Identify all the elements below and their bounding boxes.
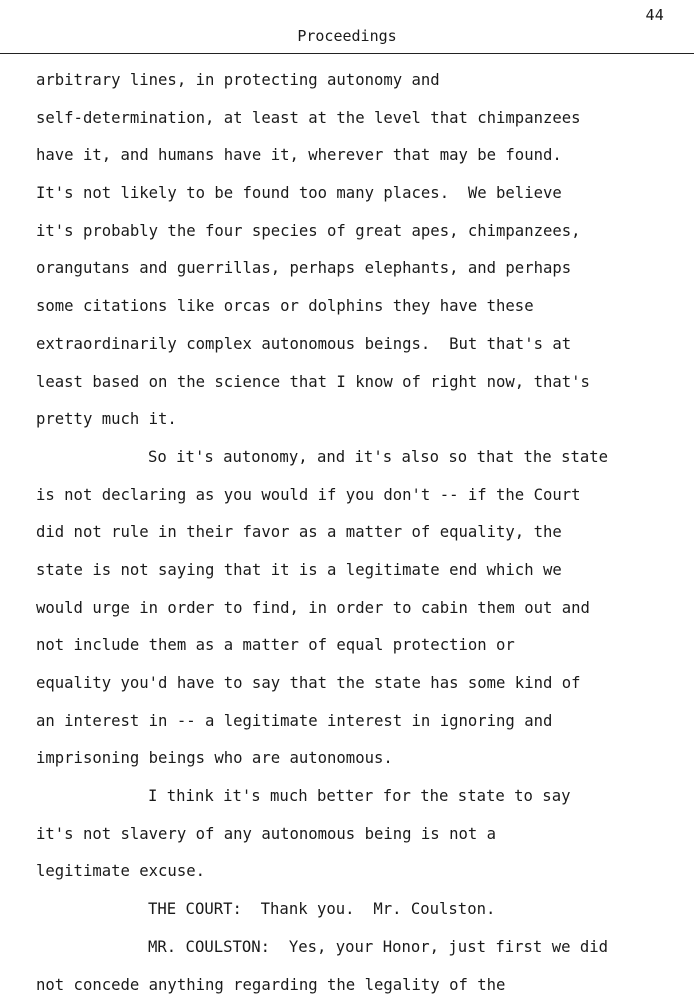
header-divider <box>0 53 694 54</box>
transcript-line: not concede anything regarding the legality of the <box>36 971 694 1008</box>
transcript-body <box>36 66 694 1008</box>
transcript-line: legitimate excuse. <box>36 857 694 895</box>
transcript-line: extraordinarily complex autonomous beings. But that's at <box>36 330 694 368</box>
transcript-line: not include them as a matter of equal protection or <box>36 631 694 669</box>
transcript-line: imprisoning beings who are autonomous. <box>36 744 694 782</box>
transcript-line: state is not saying that it is a legitimate end which we <box>36 556 694 594</box>
page-number: 44 <box>646 6 664 24</box>
transcript-line: arbitrary lines, in protecting autonomy and <box>36 66 694 104</box>
transcript-line: did not rule in their favor as a matter of equality, the <box>36 518 694 556</box>
transcript-line: MR. COULSTON: Yes, your Honor, just first we did <box>36 933 694 971</box>
transcript-line: some citations like orcas or dolphins they have these <box>36 292 694 330</box>
transcript-line: orangutans and guerrillas, perhaps elephants, and perhaps <box>36 254 694 292</box>
transcript-line: have it, and humans have it, wherever that may be found. <box>36 141 694 179</box>
transcript-line: So it's autonomy, and it's also so that the state <box>36 443 694 481</box>
transcript-line: is not declaring as you would if you don't -- if the Court <box>36 481 694 519</box>
transcript-line: would urge in order to find, in order to cabin them out and <box>36 594 694 632</box>
transcript-line: self-determination, at least at the level that chimpanzees <box>36 104 694 142</box>
transcript-line: least based on the science that I know of right now, that's <box>36 368 694 406</box>
transcript-line: an interest in -- a legitimate interest in ignoring and <box>36 707 694 745</box>
page-header-title: Proceedings <box>0 27 694 45</box>
transcript-line: THE COURT: Thank you. Mr. Coulston. <box>36 895 694 933</box>
transcript-line: equality you'd have to say that the state has some kind of <box>36 669 694 707</box>
transcript-line: It's not likely to be found too many places. We believe <box>36 179 694 217</box>
transcript-line: I think it's much better for the state to say <box>36 782 694 820</box>
transcript-line: pretty much it. <box>36 405 694 443</box>
transcript-line: it's probably the four species of great apes, chimpanzees, <box>36 217 694 255</box>
transcript-line: it's not slavery of any autonomous being is not a <box>36 820 694 858</box>
